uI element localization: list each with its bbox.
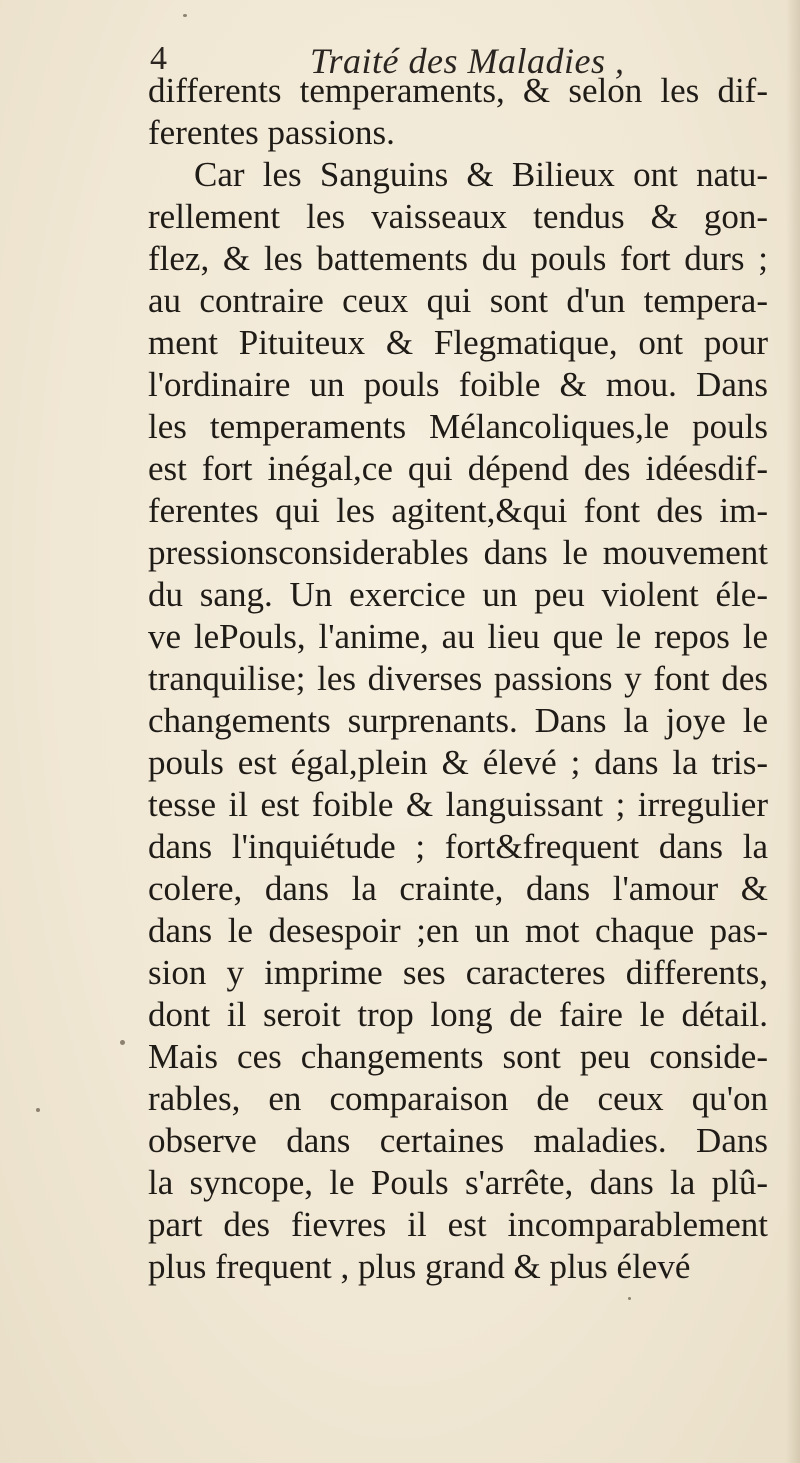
text-line: ment Pituiteux & Flegmatique, ont pour — [148, 323, 768, 362]
text-line: rellement les vaisseaux tendus & gon- — [148, 197, 768, 236]
text-line: dont il seroit trop long de faire le détail. — [148, 995, 768, 1034]
text-line: changements surprenants. Dans la joye le — [148, 701, 768, 740]
text-line: pressionsconsiderables dans le mouvement — [148, 533, 768, 572]
text-line: ferentes qui les agitent,&qui font des im- — [148, 491, 768, 530]
text-line: rables, en comparaison de ceux qu'on — [148, 1079, 768, 1118]
paper-speck — [628, 1297, 631, 1300]
text-line: tesse il est foible & languissant ; irregulier — [148, 785, 768, 824]
text-line: dans le desespoir ;en un mot chaque pas- — [148, 911, 768, 950]
text-line: tranquilise; les diverses passions y font des — [148, 659, 768, 698]
text-line: observe dans certaines maladies. Dans — [148, 1121, 768, 1160]
text-line: differents temperaments, & selon les dif- — [148, 71, 768, 110]
page-number: 4 — [150, 40, 167, 77]
text-line: colere, dans la crainte, dans l'amour & — [148, 869, 768, 908]
paper-speck — [36, 1108, 40, 1112]
text-line: Mais ces changements sont peu conside- — [148, 1037, 768, 1076]
text-line: plus frequent , plus grand & plus élevé — [148, 1247, 691, 1286]
text-line: du sang. Un exercice un peu violent éle- — [148, 575, 768, 614]
text-line: sion y imprime ses caracteres differents, — [148, 953, 768, 992]
body-text — [148, 70, 768, 1288]
text-line: part des fievres il est incomparablement — [148, 1205, 768, 1244]
text-line: les temperaments Mélancoliques,le pouls — [148, 407, 768, 446]
text-line: l'ordinaire un pouls foible & mou. Dans — [148, 365, 768, 404]
paper-speck — [183, 14, 187, 17]
page-edge-shadow — [786, 0, 800, 1463]
text-line: flez, & les battements du pouls fort durs ; — [148, 239, 768, 278]
text-line: au contraire ceux qui sont d'un tempera- — [148, 281, 768, 320]
text-line: ferentes passions. — [148, 113, 395, 152]
paper-speck — [120, 1040, 125, 1045]
text-line: dans l'inquiétude ; fort&frequent dans la — [148, 827, 768, 866]
text-line: pouls est égal,plein & élevé ; dans la tris- — [148, 743, 768, 782]
running-title: Traité des Maladies , — [310, 41, 625, 81]
text-line: ve lePouls, l'anime, au lieu que le repos le — [148, 617, 768, 656]
text-line: Car les Sanguins & Bilieux ont natu- — [194, 155, 768, 194]
text-line: la syncope, le Pouls s'arrête, dans la plû- — [148, 1163, 768, 1202]
text-line: est fort inégal,ce qui dépend des idéesdif- — [148, 449, 768, 488]
